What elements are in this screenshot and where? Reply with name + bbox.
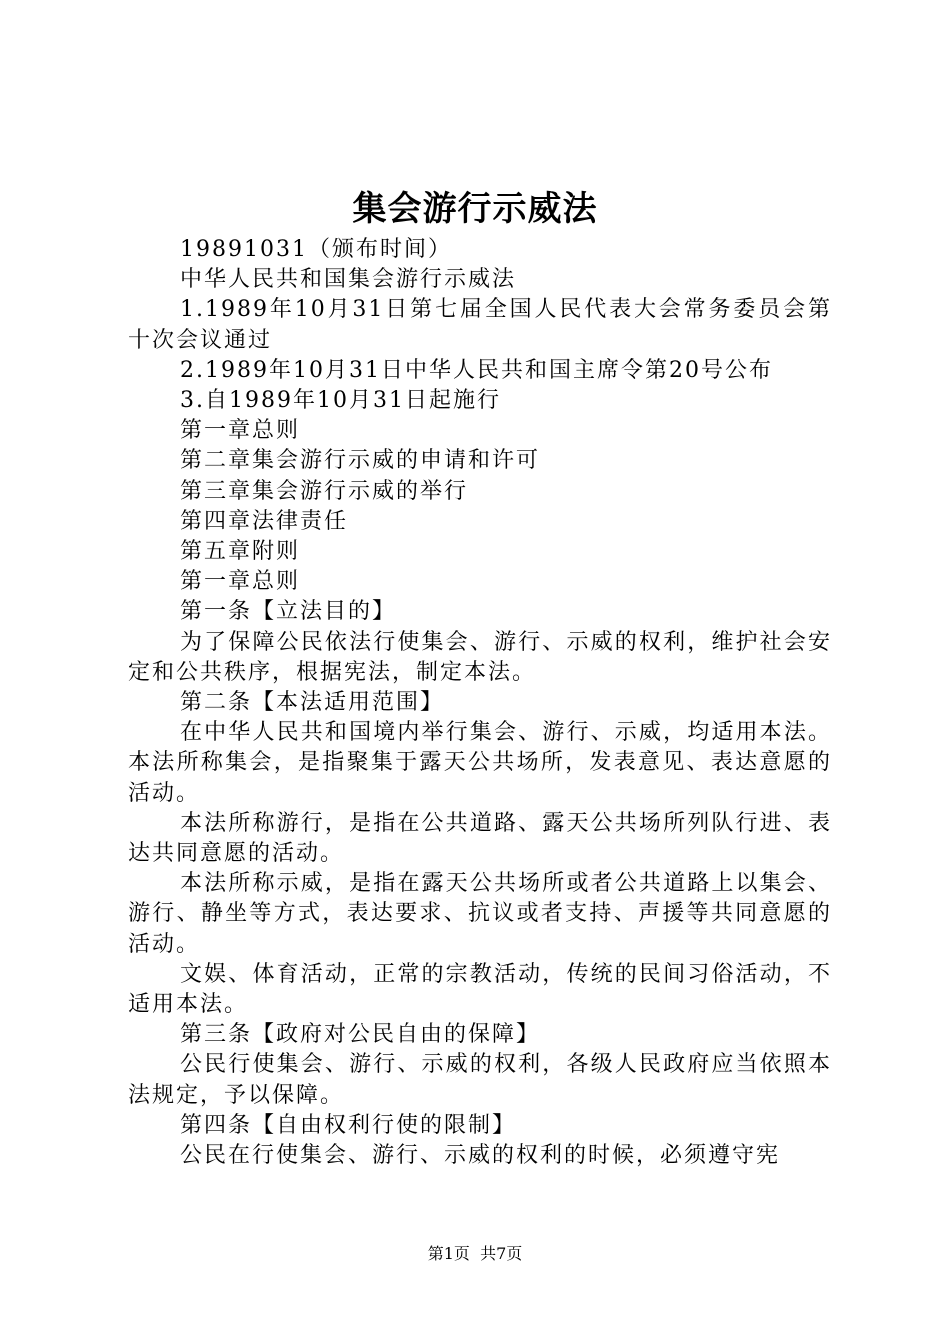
paragraph: 3.自1989年10月31日起施行 (180, 388, 501, 414)
paragraph: 在中华人民共和国境内举行集会、游行、示威，均适用本法。本法所称集会，是指聚集于露天公共场所，发表意见、表达意愿的活动。 (128, 720, 832, 806)
paragraph: 为了保障公民依法行使集会、游行、示威的权利，维护社会安定和公共秩序，根据宪法，制定本法。 (128, 629, 832, 685)
chapter-heading: 第三章集会游行示威的举行 (180, 478, 469, 504)
paragraph: 本法所称示威，是指在露天公共场所或者公共道路上以集会、游行、静坐等方式，表达要求、抗议或者支持、声援等共同意愿的活动。 (128, 871, 832, 957)
paragraph: 公民在行使集会、游行、示威的权利的时候，必须遵守宪 (180, 1143, 781, 1169)
article-heading: 第三条【政府对公民自由的保障】 (180, 1022, 541, 1048)
paragraph: 19891031（颁布时间） (180, 237, 452, 262)
paragraph: 本法所称游行，是指在公共道路、露天公共场所列队行进、表达共同意愿的活动。 (128, 810, 832, 867)
page-footer: 第1页 共7页 (427, 1244, 523, 1263)
article-heading: 第二条【本法适用范围】 (180, 690, 445, 716)
paragraph: 2.1989年10月31日中华人民共和国主席令第20号公布 (180, 357, 773, 383)
chapter-heading: 第二章集会游行示威的申请和许可 (180, 448, 541, 474)
chapter-heading: 第四章法律责任 (180, 508, 349, 534)
paragraph: 1.1989年10月31日第七届全国人民代表大会常务委员会第十次会议通过 (128, 297, 832, 353)
document-body (128, 235, 832, 1171)
article-heading: 第四条【自由权利行使的限制】 (180, 1112, 517, 1138)
paragraph: 公民行使集会、游行、示威的权利，各级人民政府应当依照本法规定，予以保障。 (128, 1052, 832, 1108)
document-title: 集会游行示威法 (352, 189, 598, 229)
chapter-heading: 第一章总则 (180, 569, 301, 595)
chapter-heading: 第五章附则 (180, 539, 301, 565)
paragraph: 中华人民共和国集会游行示威法 (180, 267, 517, 293)
chapter-heading: 第一章总则 (180, 418, 301, 444)
paragraph: 文娱、体育活动，正常的宗教活动，传统的民间习俗活动，不适用本法。 (128, 961, 832, 1018)
article-heading: 第一条【立法目的】 (180, 599, 397, 625)
